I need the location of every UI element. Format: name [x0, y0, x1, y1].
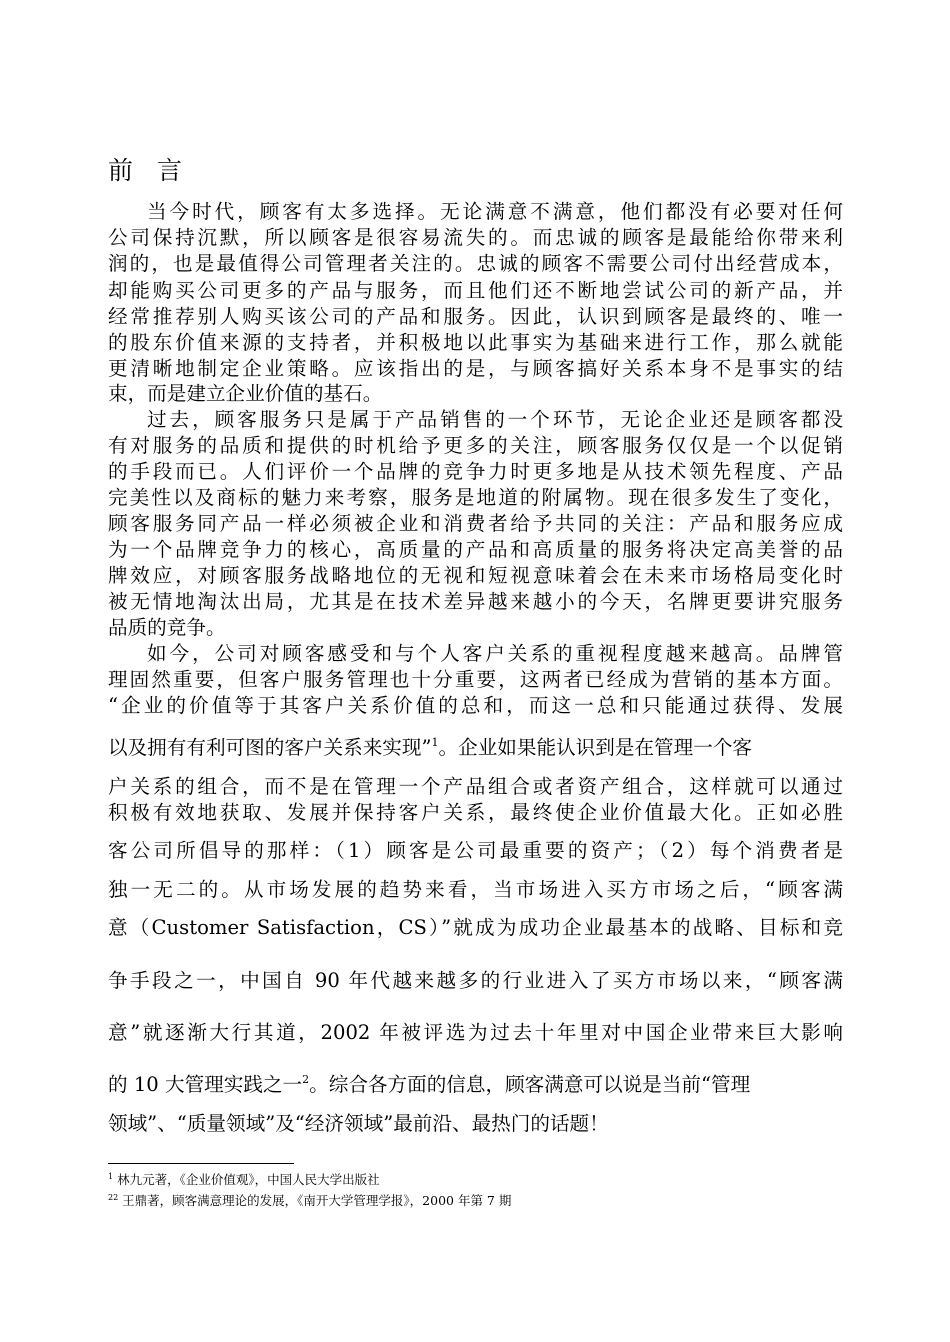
text-run: 以及拥有有利可图的客户关系来实现”: [108, 736, 432, 759]
footnote-text: 林九元著，《企业价值观》，中国人民大学出版社: [113, 1172, 380, 1187]
text-run: 。综合各方面的信息，顾客满意可以说是当前“管理: [309, 1073, 751, 1096]
footnote-1: [108, 1171, 380, 1189]
footnote-ref: 2: [302, 1073, 310, 1086]
footnote-ref: 1: [431, 736, 439, 749]
footnote-mark: 1: [108, 1172, 114, 1181]
text-line: 意”就逐渐大行其道，2002 年被评选为过去十年里对中国企业带来巨大影响: [108, 1021, 843, 1044]
text-line: 客公司所倡导的那样：（1）顾客是公司最重要的资产；（2）每个消费者是: [108, 839, 843, 862]
text-line: 完美性以及商标的魅力来考察，服务是地道的附属物。现在很多发生了变化，: [108, 486, 843, 509]
text-line: 争手段之一，中国自 90 年代越来越多的行业进入了买方市场以来，“顾客满: [108, 969, 843, 992]
footnote-mark: 22: [108, 1193, 119, 1202]
text-line: 有对服务的品质和提供的时机给予更多的关注，顾客服务仅仅是一个以促销: [108, 434, 843, 457]
footnote-text: 王鼎著，顾客满意理论的发展，《南开大学管理学报》，2000 年第 7 期: [118, 1193, 512, 1208]
text-line: 领域”、“质量领域”及“经济领域”最前沿、最热门的话题！: [108, 1112, 609, 1135]
text-line: 被无情地淘汰出局，尤其是在技术差异越来越小的今天，名牌更要讲究服务: [108, 590, 843, 613]
text-line: 牌效应，对顾客服务战略地位的无视和短视意味着会在未来市场格局变化时: [108, 564, 843, 587]
text-run: 的 10 大管理实践之一: [108, 1073, 303, 1096]
text-line: 品质的竞争。: [108, 616, 226, 639]
text-line: 为一个品牌竞争力的核心，高质量的产品和高质量的服务将决定高美誉的品: [108, 538, 843, 561]
text-run: 。企业如果能认识到是在管理一个客: [438, 736, 753, 759]
text-line: 润的，也是最值得公司管理者关注的。忠诚的顾客不需要公司付出经营成本，: [108, 252, 843, 275]
text-line: 更清晰地制定企业策略。应该指出的是，与顾客搞好关系本身不是事实的结: [108, 357, 843, 380]
text-line: 户关系的组合，而不是在管理一个产品组合或者资产组合，这样就可以通过: [108, 775, 843, 798]
page-title: [108, 154, 182, 188]
text-line: 意（Customer Satisfaction，CS）”就成为成功企业最基本的战略、目标和竞: [108, 916, 843, 939]
text-line: 过去，顾客服务只是属于产品销售的一个环节，无论企业还是顾客都没: [147, 408, 843, 431]
text-line: “企业的价值等于其客户关系价值的总和，而这一总和只能通过获得、发展: [108, 694, 843, 717]
text-line: 如今，公司对顾客感受和与个人客户关系的重视程度越来越高。品牌管: [147, 642, 843, 665]
title-char-2: 言: [157, 156, 183, 185]
text-line: [108, 1072, 843, 1098]
text-line: 积极有效地获取、发展并保持客户关系，最终使企业价值最大化。正如必胜: [108, 801, 843, 824]
text-line: 却能购买公司更多的产品与服务，而且他们还不断地尝试公司的新产品，并: [108, 279, 843, 302]
text-line: 的手段而已。人们评价一个品牌的竞争力时更多地是从技术领先程度、产品: [108, 460, 843, 483]
text-line: 理固然重要，但客户服务管理也十分重要，这两者已经成为营销的基本方面。: [108, 668, 843, 691]
text-line: 顾客服务同产品一样必须被企业和消费者给予共同的关注：产品和服务应成: [108, 512, 843, 535]
text-line: 公司保持沉默，所以顾客是很容易流失的。而忠诚的顾客是最能给你带来利: [108, 226, 843, 249]
text-line: 当今时代，顾客有太多选择。无论满意不满意，他们都没有必要对任何: [147, 200, 843, 223]
text-line: 的股东价值来源的支持者，并积极地以此事实为基础来进行工作，那么就能: [108, 331, 843, 354]
title-char-1: 前: [108, 156, 134, 185]
footnote-separator: [108, 1163, 294, 1164]
text-line: [108, 735, 843, 761]
text-line: 独一无二的。从市场发展的趋势来看，当市场进入买方市场之后，“顾客满: [108, 878, 843, 901]
text-line: 经常推荐别人购买该公司的产品和服务。因此，认识到顾客是最终的、唯一: [108, 305, 843, 328]
text-line: 束，而是建立企业价值的基石。: [108, 382, 383, 405]
footnote-2: [108, 1192, 511, 1210]
